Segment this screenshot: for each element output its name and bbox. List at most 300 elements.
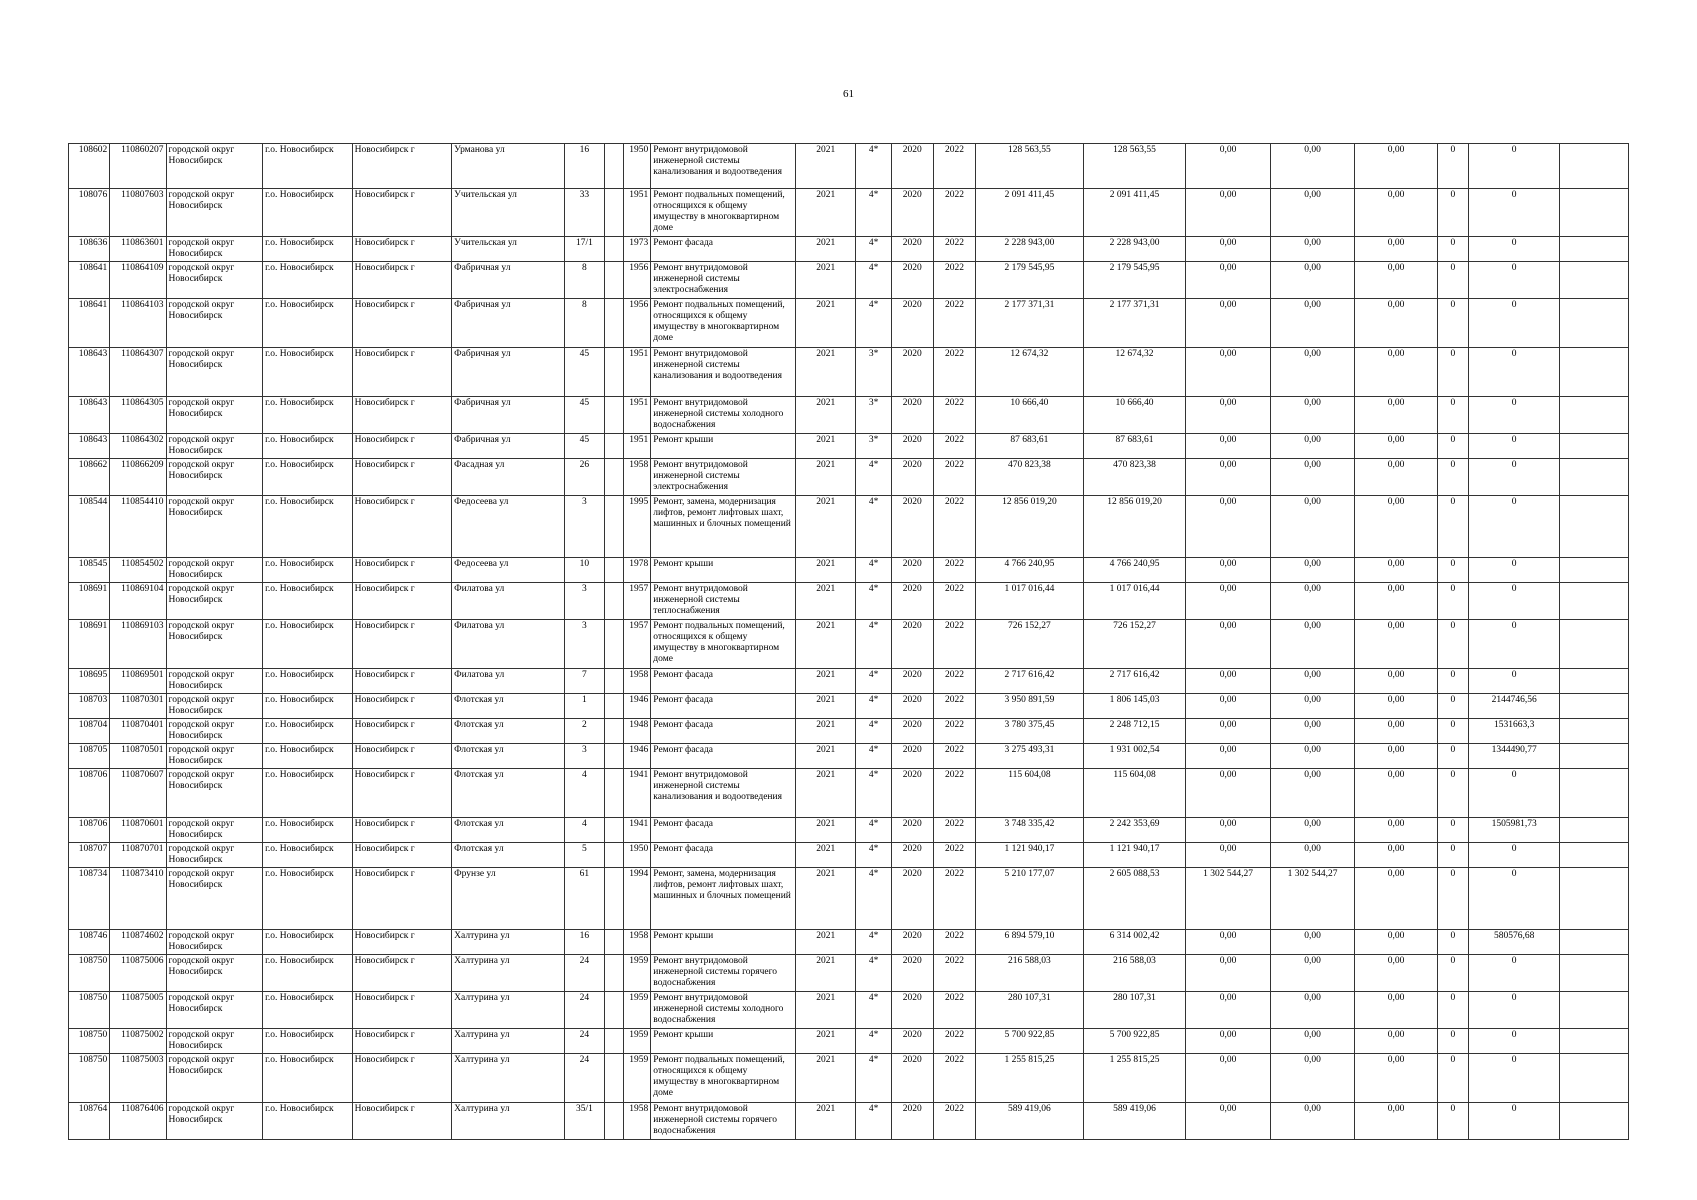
- cell-settlement: Новосибирск г: [352, 818, 452, 843]
- cell-y-start: 2020: [891, 348, 933, 397]
- cell-c4: 0: [1437, 955, 1468, 992]
- cell-year: 1950: [624, 144, 651, 189]
- cell-empty: [1560, 583, 1629, 620]
- cell-fund: 2 228 943,00: [1083, 237, 1186, 262]
- table-row: [69, 583, 1629, 620]
- cell-year: 1959: [624, 992, 651, 1029]
- cell-c3: 0,00: [1355, 397, 1437, 434]
- cell-settlement: Новосибирск г: [352, 434, 452, 459]
- cell-id: 108704: [69, 719, 110, 744]
- cell-settlement: Новосибирск г: [352, 459, 452, 496]
- cell-total: 1 121 940,17: [976, 843, 1084, 868]
- cell-street: Флотская ул: [452, 769, 565, 818]
- cell-y-start: 2020: [891, 843, 933, 868]
- cell-plan-year: 2021: [796, 955, 856, 992]
- cell-total: 216 588,03: [976, 955, 1084, 992]
- cell-id: 108643: [69, 348, 110, 397]
- cell-c1: 0,00: [1186, 397, 1270, 434]
- cell-work: Ремонт фасада: [651, 237, 796, 262]
- cell-code: 110873410: [110, 868, 166, 930]
- cell-y-end: 2022: [933, 669, 975, 694]
- cell-code: 110870401: [110, 719, 166, 744]
- cell-district: г.о. Новосибирск: [263, 818, 353, 843]
- cell-empty: [1560, 434, 1629, 459]
- page-number: 61: [843, 88, 854, 100]
- cell-street: Филатова ул: [452, 669, 565, 694]
- cell-fund: 589 419,06: [1083, 1103, 1186, 1140]
- cell-c1: 0,00: [1186, 843, 1270, 868]
- cell-y-end: 2022: [933, 583, 975, 620]
- cell-c1: 0,00: [1186, 1029, 1270, 1054]
- cell-work: Ремонт, замена, модернизация лифтов, ремонт лифтовых шахт, машинных и блочных помещений: [651, 868, 796, 930]
- cell-municipality: городской округ Новосибирск: [166, 930, 263, 955]
- cell-total: 280 107,31: [976, 992, 1084, 1029]
- cell-c4: 0: [1437, 144, 1468, 189]
- cell-empty: [1560, 620, 1629, 669]
- cell-c4: 0: [1437, 299, 1468, 348]
- cell-settlement: Новосибирск г: [352, 583, 452, 620]
- cell-code: 110860207: [110, 144, 166, 189]
- cell-c1: 0,00: [1186, 144, 1270, 189]
- cell-code: 110854410: [110, 496, 166, 558]
- cell-id: 108706: [69, 818, 110, 843]
- cell-id: 108746: [69, 930, 110, 955]
- cell-code: 110875005: [110, 992, 166, 1029]
- cell-level: 3*: [856, 434, 891, 459]
- cell-code: 110876406: [110, 1103, 166, 1140]
- cell-total: 12 856 019,20: [976, 496, 1084, 558]
- cell-y-end: 2022: [933, 868, 975, 930]
- cell-total: 12 674,32: [976, 348, 1084, 397]
- cell-year: 1941: [624, 818, 651, 843]
- cell-municipality: городской округ Новосибирск: [166, 189, 263, 237]
- cell-district: г.о. Новосибирск: [263, 237, 353, 262]
- cell-code: 110864103: [110, 299, 166, 348]
- cell-municipality: городской округ Новосибирск: [166, 719, 263, 744]
- cell-fund: 12 856 019,20: [1083, 496, 1186, 558]
- cell-municipality: городской округ Новосибирск: [166, 868, 263, 930]
- cell-c2: 0,00: [1270, 843, 1354, 868]
- cell-district: г.о. Новосибирск: [263, 1054, 353, 1103]
- table-row: [69, 144, 1629, 189]
- cell-district: г.о. Новосибирск: [263, 992, 353, 1029]
- cell-c2: 0,00: [1270, 434, 1354, 459]
- cell-building: [605, 558, 624, 583]
- cell-building: [605, 620, 624, 669]
- cell-c3: 0,00: [1355, 930, 1437, 955]
- cell-year: 1973: [624, 237, 651, 262]
- cell-building: [605, 299, 624, 348]
- cell-level: 4*: [856, 669, 891, 694]
- cell-c3: 0,00: [1355, 694, 1437, 719]
- cell-plan-year: 2021: [796, 1103, 856, 1140]
- cell-id: 108076: [69, 189, 110, 237]
- cell-year: 1957: [624, 583, 651, 620]
- cell-c5: 0: [1468, 558, 1560, 583]
- table-row: [69, 496, 1629, 558]
- cell-municipality: городской округ Новосибирск: [166, 262, 263, 299]
- cell-plan-year: 2021: [796, 694, 856, 719]
- cell-building: [605, 818, 624, 843]
- cell-street: Фабричная ул: [452, 434, 565, 459]
- cell-street: Фасадная ул: [452, 459, 565, 496]
- cell-c2: 0,00: [1270, 583, 1354, 620]
- cell-plan-year: 2021: [796, 1054, 856, 1103]
- cell-c3: 0,00: [1355, 144, 1437, 189]
- cell-fund: 10 666,40: [1083, 397, 1186, 434]
- cell-year: 1946: [624, 694, 651, 719]
- cell-empty: [1560, 719, 1629, 744]
- cell-c5: 0: [1468, 237, 1560, 262]
- table-row: [69, 992, 1629, 1029]
- cell-level: 4*: [856, 818, 891, 843]
- table-row: [69, 434, 1629, 459]
- cell-settlement: Новосибирск г: [352, 955, 452, 992]
- cell-settlement: Новосибирск г: [352, 694, 452, 719]
- cell-settlement: Новосибирск г: [352, 1103, 452, 1140]
- cell-plan-year: 2021: [796, 868, 856, 930]
- cell-house: 45: [564, 397, 604, 434]
- cell-id: 108750: [69, 1054, 110, 1103]
- cell-work: Ремонт внутридомовой инженерной системы горячего водоснабжения: [651, 955, 796, 992]
- cell-c5: 0: [1468, 348, 1560, 397]
- cell-house: 16: [564, 930, 604, 955]
- cell-c2: 0,00: [1270, 1054, 1354, 1103]
- cell-municipality: городской округ Новосибирск: [166, 669, 263, 694]
- cell-year: 1958: [624, 459, 651, 496]
- cell-building: [605, 496, 624, 558]
- cell-level: 4*: [856, 1054, 891, 1103]
- cell-c5: 0: [1468, 583, 1560, 620]
- cell-empty: [1560, 189, 1629, 237]
- cell-c3: 0,00: [1355, 669, 1437, 694]
- cell-empty: [1560, 558, 1629, 583]
- cell-y-end: 2022: [933, 397, 975, 434]
- cell-street: Учительская ул: [452, 237, 565, 262]
- cell-plan-year: 2021: [796, 459, 856, 496]
- cell-level: 4*: [856, 459, 891, 496]
- cell-municipality: городской округ Новосибирск: [166, 434, 263, 459]
- cell-y-end: 2022: [933, 459, 975, 496]
- cell-work: Ремонт внутридомовой инженерной системы электроснабжения: [651, 262, 796, 299]
- cell-house: 45: [564, 348, 604, 397]
- cell-total: 10 666,40: [976, 397, 1084, 434]
- cell-y-end: 2022: [933, 299, 975, 348]
- cell-total: 470 823,38: [976, 459, 1084, 496]
- cell-c1: 0,00: [1186, 719, 1270, 744]
- cell-y-start: 2020: [891, 1103, 933, 1140]
- cell-c3: 0,00: [1355, 1054, 1437, 1103]
- cell-y-end: 2022: [933, 1029, 975, 1054]
- cell-fund: 280 107,31: [1083, 992, 1186, 1029]
- table-row: [69, 348, 1629, 397]
- cell-c2: 0,00: [1270, 955, 1354, 992]
- cell-c2: 0,00: [1270, 719, 1354, 744]
- cell-building: [605, 459, 624, 496]
- cell-settlement: Новосибирск г: [352, 719, 452, 744]
- cell-c4: 0: [1437, 434, 1468, 459]
- cell-work: Ремонт внутридомовой инженерной системы электроснабжения: [651, 459, 796, 496]
- cell-municipality: городской округ Новосибирск: [166, 459, 263, 496]
- cell-c2: 0,00: [1270, 299, 1354, 348]
- cell-plan-year: 2021: [796, 1029, 856, 1054]
- cell-total: 3 780 375,45: [976, 719, 1084, 744]
- table-row: [69, 189, 1629, 237]
- cell-plan-year: 2021: [796, 189, 856, 237]
- cell-y-start: 2020: [891, 744, 933, 769]
- cell-municipality: городской округ Новосибирск: [166, 496, 263, 558]
- cell-level: 4*: [856, 496, 891, 558]
- cell-settlement: Новосибирск г: [352, 144, 452, 189]
- cell-settlement: Новосибирск г: [352, 1054, 452, 1103]
- cell-total: 726 152,27: [976, 620, 1084, 669]
- cell-y-end: 2022: [933, 189, 975, 237]
- cell-id: 108643: [69, 434, 110, 459]
- cell-y-start: 2020: [891, 992, 933, 1029]
- cell-c3: 0,00: [1355, 299, 1437, 348]
- cell-id: 108641: [69, 299, 110, 348]
- cell-c1: 0,00: [1186, 189, 1270, 237]
- cell-empty: [1560, 496, 1629, 558]
- cell-y-end: 2022: [933, 955, 975, 992]
- cell-empty: [1560, 818, 1629, 843]
- cell-house: 33: [564, 189, 604, 237]
- cell-c2: 0,00: [1270, 496, 1354, 558]
- table-row: [69, 955, 1629, 992]
- table-row: [69, 744, 1629, 769]
- cell-level: 4*: [856, 558, 891, 583]
- cell-municipality: городской округ Новосибирск: [166, 1103, 263, 1140]
- cell-id: 108750: [69, 992, 110, 1029]
- cell-c3: 0,00: [1355, 992, 1437, 1029]
- cell-c1: 0,00: [1186, 237, 1270, 262]
- cell-c5: 1505981,73: [1468, 818, 1560, 843]
- cell-house: 2: [564, 719, 604, 744]
- cell-year: 1956: [624, 262, 651, 299]
- cell-street: Фабричная ул: [452, 348, 565, 397]
- cell-code: 110854502: [110, 558, 166, 583]
- cell-settlement: Новосибирск г: [352, 843, 452, 868]
- cell-c1: 1 302 544,27: [1186, 868, 1270, 930]
- cell-municipality: городской округ Новосибирск: [166, 348, 263, 397]
- cell-fund: 2 605 088,53: [1083, 868, 1186, 930]
- cell-fund: 2 242 353,69: [1083, 818, 1186, 843]
- cell-year: 1951: [624, 434, 651, 459]
- cell-level: 4*: [856, 299, 891, 348]
- cell-id: 108707: [69, 843, 110, 868]
- cell-house: 35/1: [564, 1103, 604, 1140]
- cell-fund: 1 806 145,03: [1083, 694, 1186, 719]
- cell-street: Фабричная ул: [452, 397, 565, 434]
- cell-id: 108545: [69, 558, 110, 583]
- cell-c1: 0,00: [1186, 744, 1270, 769]
- cell-year: 1959: [624, 1054, 651, 1103]
- cell-house: 61: [564, 868, 604, 930]
- cell-plan-year: 2021: [796, 348, 856, 397]
- cell-c2: 0,00: [1270, 744, 1354, 769]
- cell-street: Флотская ул: [452, 694, 565, 719]
- cell-building: [605, 694, 624, 719]
- cell-house: 24: [564, 992, 604, 1029]
- cell-c5: 2144746,56: [1468, 694, 1560, 719]
- cell-year: 1951: [624, 348, 651, 397]
- cell-id: 108750: [69, 955, 110, 992]
- cell-y-start: 2020: [891, 1029, 933, 1054]
- cell-work: Ремонт подвальных помещений, относящихся к общему имуществу в многоквартирном доме: [651, 620, 796, 669]
- cell-c4: 0: [1437, 843, 1468, 868]
- cell-code: 110875002: [110, 1029, 166, 1054]
- cell-district: г.о. Новосибирск: [263, 694, 353, 719]
- cell-y-end: 2022: [933, 348, 975, 397]
- cell-y-end: 2022: [933, 558, 975, 583]
- cell-municipality: городской округ Новосибирск: [166, 583, 263, 620]
- cell-c5: 0: [1468, 459, 1560, 496]
- cell-empty: [1560, 397, 1629, 434]
- cell-c5: 0: [1468, 299, 1560, 348]
- cell-fund: 1 017 016,44: [1083, 583, 1186, 620]
- table-row: [69, 1103, 1629, 1140]
- cell-work: Ремонт фасада: [651, 843, 796, 868]
- cell-id: 108703: [69, 694, 110, 719]
- cell-municipality: городской округ Новосибирск: [166, 397, 263, 434]
- cell-code: 110870601: [110, 818, 166, 843]
- cell-settlement: Новосибирск г: [352, 262, 452, 299]
- cell-level: 4*: [856, 1029, 891, 1054]
- cell-code: 110870607: [110, 769, 166, 818]
- cell-c5: 0: [1468, 992, 1560, 1029]
- cell-c2: 0,00: [1270, 1103, 1354, 1140]
- cell-c2: 0,00: [1270, 189, 1354, 237]
- cell-c3: 0,00: [1355, 620, 1437, 669]
- cell-level: 4*: [856, 144, 891, 189]
- cell-building: [605, 348, 624, 397]
- cell-level: 4*: [856, 719, 891, 744]
- cell-fund: 2 179 545,95: [1083, 262, 1186, 299]
- cell-district: г.о. Новосибирск: [263, 496, 353, 558]
- cell-total: 2 179 545,95: [976, 262, 1084, 299]
- cell-municipality: городской округ Новосибирск: [166, 558, 263, 583]
- cell-settlement: Новосибирск г: [352, 558, 452, 583]
- cell-fund: 470 823,38: [1083, 459, 1186, 496]
- cell-building: [605, 397, 624, 434]
- cell-street: Халтурина ул: [452, 955, 565, 992]
- cell-fund: 1 931 002,54: [1083, 744, 1186, 769]
- cell-c1: 0,00: [1186, 1054, 1270, 1103]
- cell-fund: 115 604,08: [1083, 769, 1186, 818]
- cell-level: 4*: [856, 694, 891, 719]
- cell-plan-year: 2021: [796, 496, 856, 558]
- cell-y-start: 2020: [891, 694, 933, 719]
- cell-code: 110870501: [110, 744, 166, 769]
- cell-c2: 0,00: [1270, 459, 1354, 496]
- cell-total: 589 419,06: [976, 1103, 1084, 1140]
- cell-c1: 0,00: [1186, 992, 1270, 1029]
- cell-c2: 0,00: [1270, 558, 1354, 583]
- cell-level: 4*: [856, 992, 891, 1029]
- cell-c4: 0: [1437, 620, 1468, 669]
- cell-c4: 0: [1437, 769, 1468, 818]
- cell-street: Халтурина ул: [452, 992, 565, 1029]
- cell-building: [605, 237, 624, 262]
- cell-id: 108691: [69, 583, 110, 620]
- cell-code: 110875006: [110, 955, 166, 992]
- cell-c3: 0,00: [1355, 843, 1437, 868]
- cell-empty: [1560, 769, 1629, 818]
- cell-total: 1 017 016,44: [976, 583, 1084, 620]
- cell-building: [605, 434, 624, 459]
- cell-street: Фрунзе ул: [452, 868, 565, 930]
- cell-building: [605, 1103, 624, 1140]
- cell-c4: 0: [1437, 744, 1468, 769]
- cell-y-start: 2020: [891, 459, 933, 496]
- cell-c1: 0,00: [1186, 299, 1270, 348]
- repair-registry-table: [68, 143, 1629, 1140]
- cell-c3: 0,00: [1355, 496, 1437, 558]
- cell-district: г.о. Новосибирск: [263, 558, 353, 583]
- cell-c4: 0: [1437, 930, 1468, 955]
- cell-c3: 0,00: [1355, 189, 1437, 237]
- cell-c3: 0,00: [1355, 459, 1437, 496]
- cell-house: 4: [564, 818, 604, 843]
- cell-work: Ремонт крыши: [651, 930, 796, 955]
- cell-c3: 0,00: [1355, 955, 1437, 992]
- cell-work: Ремонт крыши: [651, 434, 796, 459]
- cell-total: 2 717 616,42: [976, 669, 1084, 694]
- cell-street: Фабричная ул: [452, 262, 565, 299]
- cell-total: 115 604,08: [976, 769, 1084, 818]
- cell-y-start: 2020: [891, 558, 933, 583]
- cell-work: Ремонт внутридомовой инженерной системы канализования и водоотведения: [651, 144, 796, 189]
- cell-c1: 0,00: [1186, 583, 1270, 620]
- cell-building: [605, 189, 624, 237]
- table-row: [69, 868, 1629, 930]
- cell-year: 1956: [624, 299, 651, 348]
- cell-c5: 1344490,77: [1468, 744, 1560, 769]
- cell-level: 3*: [856, 397, 891, 434]
- cell-year: 1950: [624, 843, 651, 868]
- cell-y-end: 2022: [933, 992, 975, 1029]
- cell-c5: 0: [1468, 955, 1560, 992]
- cell-c1: 0,00: [1186, 262, 1270, 299]
- cell-street: Флотская ул: [452, 818, 565, 843]
- cell-settlement: Новосибирск г: [352, 868, 452, 930]
- cell-c4: 0: [1437, 237, 1468, 262]
- cell-building: [605, 262, 624, 299]
- table-row: [69, 1054, 1629, 1103]
- cell-c5: 0: [1468, 620, 1560, 669]
- cell-work: Ремонт подвальных помещений, относящихся к общему имуществу в многоквартирном доме: [651, 189, 796, 237]
- cell-year: 1951: [624, 397, 651, 434]
- cell-c3: 0,00: [1355, 1103, 1437, 1140]
- cell-year: 1951: [624, 189, 651, 237]
- cell-c4: 0: [1437, 583, 1468, 620]
- cell-year: 1946: [624, 744, 651, 769]
- cell-year: 1959: [624, 1029, 651, 1054]
- cell-house: 24: [564, 955, 604, 992]
- cell-empty: [1560, 669, 1629, 694]
- cell-empty: [1560, 348, 1629, 397]
- cell-district: г.о. Новосибирск: [263, 397, 353, 434]
- cell-house: 5: [564, 843, 604, 868]
- cell-id: 108544: [69, 496, 110, 558]
- cell-fund: 216 588,03: [1083, 955, 1186, 992]
- cell-c5: 0: [1468, 496, 1560, 558]
- cell-y-start: 2020: [891, 237, 933, 262]
- cell-code: 110864307: [110, 348, 166, 397]
- cell-plan-year: 2021: [796, 558, 856, 583]
- cell-fund: 1 255 815,25: [1083, 1054, 1186, 1103]
- cell-c2: 0,00: [1270, 930, 1354, 955]
